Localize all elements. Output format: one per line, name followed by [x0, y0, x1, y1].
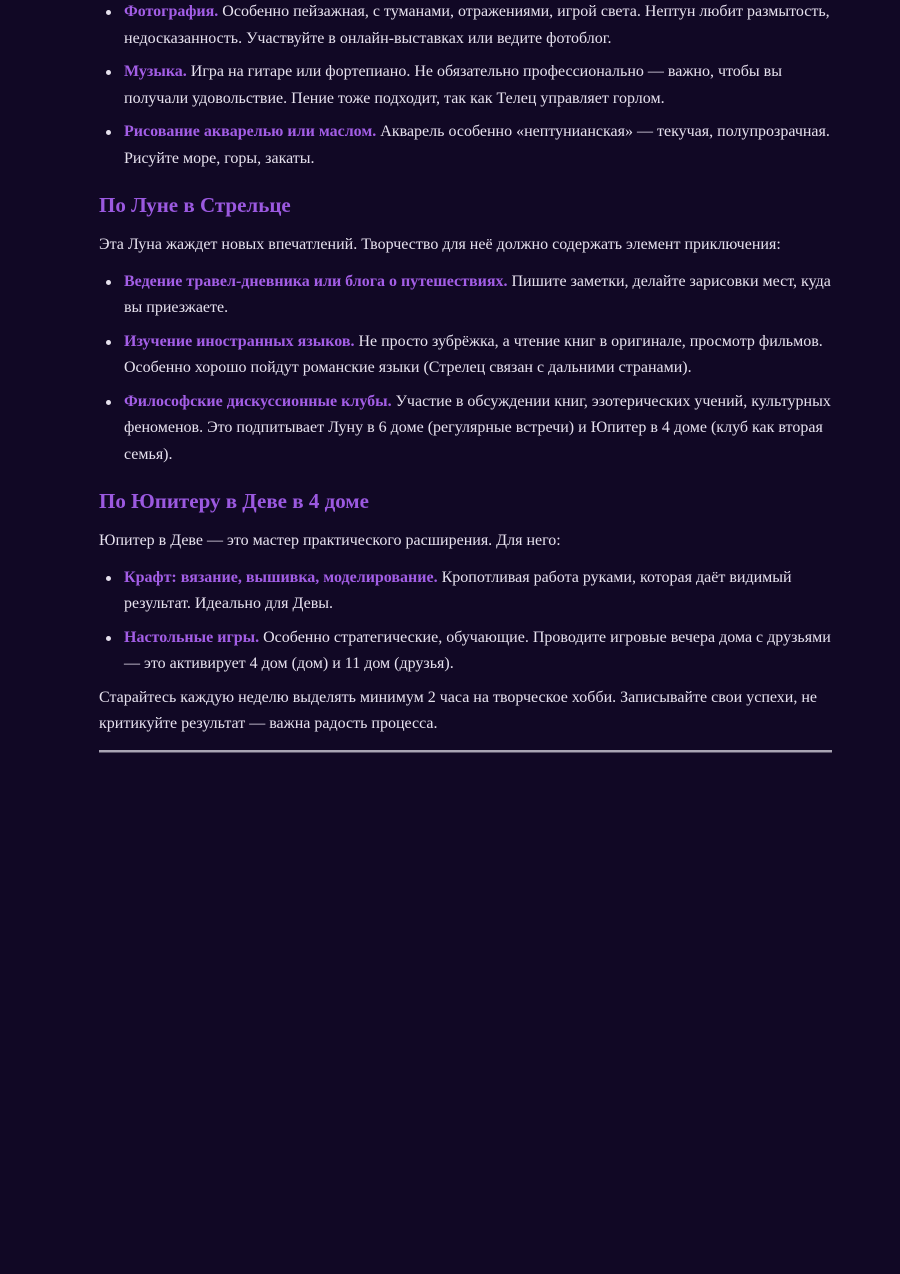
article-body — [99, 0, 832, 753]
list-item-text: Кропотливая работа руками, которая даёт видимый результат. Идеально для Девы. — [124, 568, 792, 612]
list-item — [99, 0, 832, 52]
list-item-text: Акварель особенно «нептунианская» — текучая, полупрозрачная. Рисуйте море, горы, закаты. — [124, 123, 830, 167]
list-item-text: Особенно пейзажная, с туманами, отражениями, игрой света. Нептун любит размытость, недосказанность. Участвуйте в онлайн-выставках или ведите фотоблог. — [124, 3, 830, 47]
list-item-term: Фотография. — [124, 3, 219, 20]
section-intro-jupiter: Юпитер в Деве — это мастер практического расширения. Для него: — [99, 532, 561, 549]
list-item-term: Ведение травел-дневника или блога о путешествиях. — [124, 272, 508, 290]
section-heading-jupiter: По Юпитеру в Деве в 4 доме — [99, 489, 369, 513]
list-item-text: Игра на гитаре или фортепиано. Не обязательно профессионально — важно, чтобы вы получали удовольствие. Пение тоже подходит, так как Телец управляет горлом. — [124, 63, 782, 107]
section-heading-moon: По Луне в Стрельце — [99, 193, 291, 217]
horizontal-divider — [99, 750, 832, 753]
hobby-list-neptune — [99, 0, 832, 172]
list-item — [99, 625, 832, 678]
list-item-term: Музыка. — [124, 63, 187, 80]
list-item — [99, 269, 832, 322]
list-item-term: Настольные игры. — [124, 628, 260, 646]
list-item — [99, 119, 832, 172]
section-intro-moon: Эта Луна жаждет новых впечатлений. Творчество для неё должно содержать элемент приключения: — [99, 236, 781, 253]
list-item-term: Рисование акварелью или маслом. — [124, 123, 377, 140]
list-item — [99, 389, 832, 469]
closing-paragraph: Старайтесь каждую неделю выделять минимум 2 часа на творческое хобби. Записывайте свои успехи, не критикуйте результат — важна радость процесса. — [99, 688, 818, 732]
list-item-term: Крафт: вязание, вышивка, моделирование. — [124, 568, 438, 586]
list-item-text: Особенно стратегические, обучающие. Проводите игровые вечера дома с друзьями — это активирует 4 дом (дом) и 11 дом (друзья). — [124, 628, 831, 672]
list-item-text: Не просто зубрёжка, а чтение книг в оригинале, просмотр фильмов. Особенно хорошо пойдут романские языки (Стрелец связан с дальними странами). — [124, 332, 823, 376]
list-item-term: Изучение иностранных языков. — [124, 332, 355, 350]
hobby-list-jupiter — [99, 565, 832, 678]
list-item-text: Пишите заметки, делайте зарисовки мест, куда вы приезжаете. — [124, 272, 831, 316]
list-item — [99, 59, 832, 112]
list-item-term: Философские дискуссионные клубы. — [124, 392, 392, 410]
hobby-list-moon — [99, 269, 832, 469]
list-item — [99, 329, 832, 382]
list-item — [99, 565, 832, 618]
list-item-text: Участие в обсуждении книг, эзотерических учений, культурных феноменов. Это подпитывает Луну в 6 доме (регулярные встречи) и Юпитер в 4 доме (клуб как вторая семья). — [124, 392, 831, 463]
